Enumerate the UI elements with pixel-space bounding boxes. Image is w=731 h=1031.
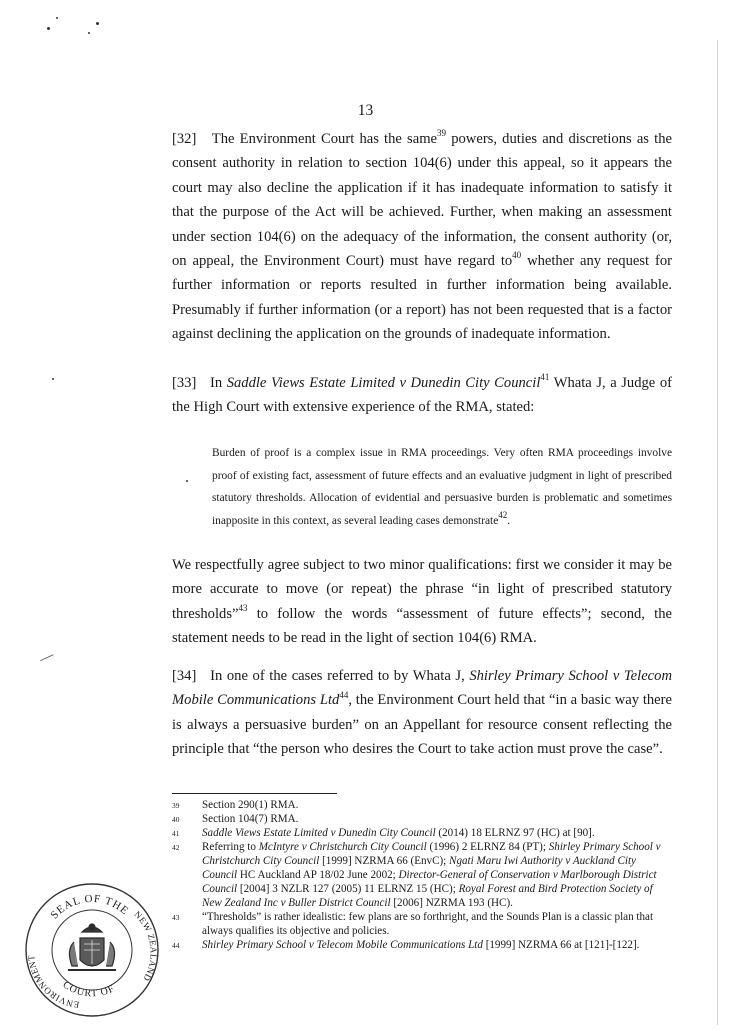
coat-of-arms-icon — [68, 924, 116, 970]
footnote-number: 41 — [172, 829, 180, 838]
footnote-42: 42 Referring to McIntyre v Christchurch City Council (1996) 2 ELRNZ 84 (PT); Shirley Primary School v Christchurch City Council [1999] NZRMA 66 (EnvC); Ngati Maru Iwi Authority v Auckland City Council HC Auckland AP 18/02 June 2002; Director-General of Conservation v Marlborough District Council [2004] 3 NZLR 127 (2005) 11 ELRNZ 15 (HC); Royal Forest and Bird Protection Society of New Zealand Inc v Buller District Council [2006] NZRMA 193 (HC). — [172, 841, 661, 909]
paragraph-33: [33] In Saddle Views Estate Limited v Dunedin City Council$^{41}$ Whata J, a Judge of the High Court with extensive experience of the RMA, stated: — [172, 372, 672, 416]
page-number: 13 — [357, 102, 374, 119]
svg-text:NEW ZEALAND: NEW ZEALAND — [132, 909, 159, 984]
footnote-ref-42[interactable]: 42 — [498, 509, 508, 520]
scan-edge-line — [717, 40, 718, 1025]
scan-speck — [186, 480, 188, 482]
footnotes — [172, 798, 672, 952]
pen-mark: — — [37, 647, 57, 668]
footnote-44: 44 Shirley Primary School v Telecom Mobile Communications Ltd [1999] NZRMA 66 at [121]-[122]. — [172, 939, 640, 951]
footnote-ref-44[interactable]: 44 — [339, 689, 349, 700]
svg-text:COURT OF: COURT OF — [60, 979, 117, 1000]
footnote-ref-40[interactable]: 40 — [512, 250, 522, 261]
footnote-39: 39 Section 290(1) RMA. — [172, 799, 299, 811]
court-seal — [22, 880, 162, 1020]
footnote-41: 41 Saddle Views Estate Limited v Dunedin City Council (2014) 18 ELRNZ 97 (HC) at [90]. — [172, 827, 595, 839]
block-quote: Burden of proof is a complex issue in RMA proceedings. Very often RMA proceedings involve proof of existing fact, assessment of future effects and an evaluative judgment in light of prescribed statutory thresholds. Allocation of evidential and persuasive burden is problematic and sometimes inapposite in this context, as several leading cases demonstrate$^{42}$. — [212, 447, 672, 527]
svg-text:ENVIRONMENT: ENVIRONMENT — [25, 954, 80, 1010]
footnote-number: 42 — [172, 843, 180, 852]
case-name: Saddle Views Estate Limited v Dunedin City Council — [226, 375, 541, 391]
paragraph-34: [34] In one of the cases referred to by Whata J, Shirley Primary School v Telecom Mobile Communications Ltd$^{44}$, the Environment Court held that “in a basic way there is always a persuasive burden” on an Appellant for resource consent reflecting the principle that “the person who desires the Court to take action must prove the case”. — [172, 668, 672, 758]
scan-speck — [96, 22, 99, 25]
footnote-ref-43[interactable]: 43 — [238, 602, 248, 613]
paragraph-agreement: We respectfully agree subject to two minor qualifications: first we consider it may be more accurate to move (or repeat) the phrase “in light of prescribed statutory thresholds”$^{43}$ to follow the words “assessment of future effects”; second, the statement needs to be read in the light of section 104(6) RMA. — [172, 557, 672, 647]
footnote-number: 43 — [172, 913, 180, 922]
footnote-number: 40 — [172, 815, 180, 824]
scan-speck — [52, 378, 54, 380]
footnote-separator — [172, 793, 337, 794]
scan-speck — [56, 17, 58, 19]
footnote-ref-39[interactable]: 39 — [437, 128, 447, 139]
svg-text:SEAL OF THE: SEAL OF THE — [48, 892, 132, 922]
footnote-43: 43 “Thresholds” is rather idealistic: few plans are so forthright, and the Sounds Plan is a classic plan that always qualifies its objective and policies. — [172, 911, 654, 937]
footnote-number: 44 — [172, 941, 180, 950]
case-name: Shirley Primary School v Telecom Mobile Communications Ltd — [172, 668, 672, 709]
scan-speck — [88, 32, 90, 34]
scan-speck — [47, 27, 50, 30]
footnote-40: 40 Section 104(7) RMA. — [172, 813, 299, 825]
paragraph-32: [32] The Environment Court has the same$^{39}$ powers, duties and discretions as the consent authority in relation to section 104(6) under this appeal, so it appears the court may also decline the application if it has inadequate information to satisfy it that the purpose of the Act will be achieved. Further, when making an assessment under section 104(6) on the adequacy of the information, the consent authority (or, on appeal, the Environment Court) must have regard $to^{40}$ whether any request for further information or reports resulted in further information being available. Presumably if further information (or a report) has not been requested that is a factor against declining the application on the grounds of inadequate information. — [172, 128, 672, 343]
footnote-ref-41[interactable]: 41 — [540, 372, 550, 383]
footnote-number: 39 — [172, 801, 180, 810]
